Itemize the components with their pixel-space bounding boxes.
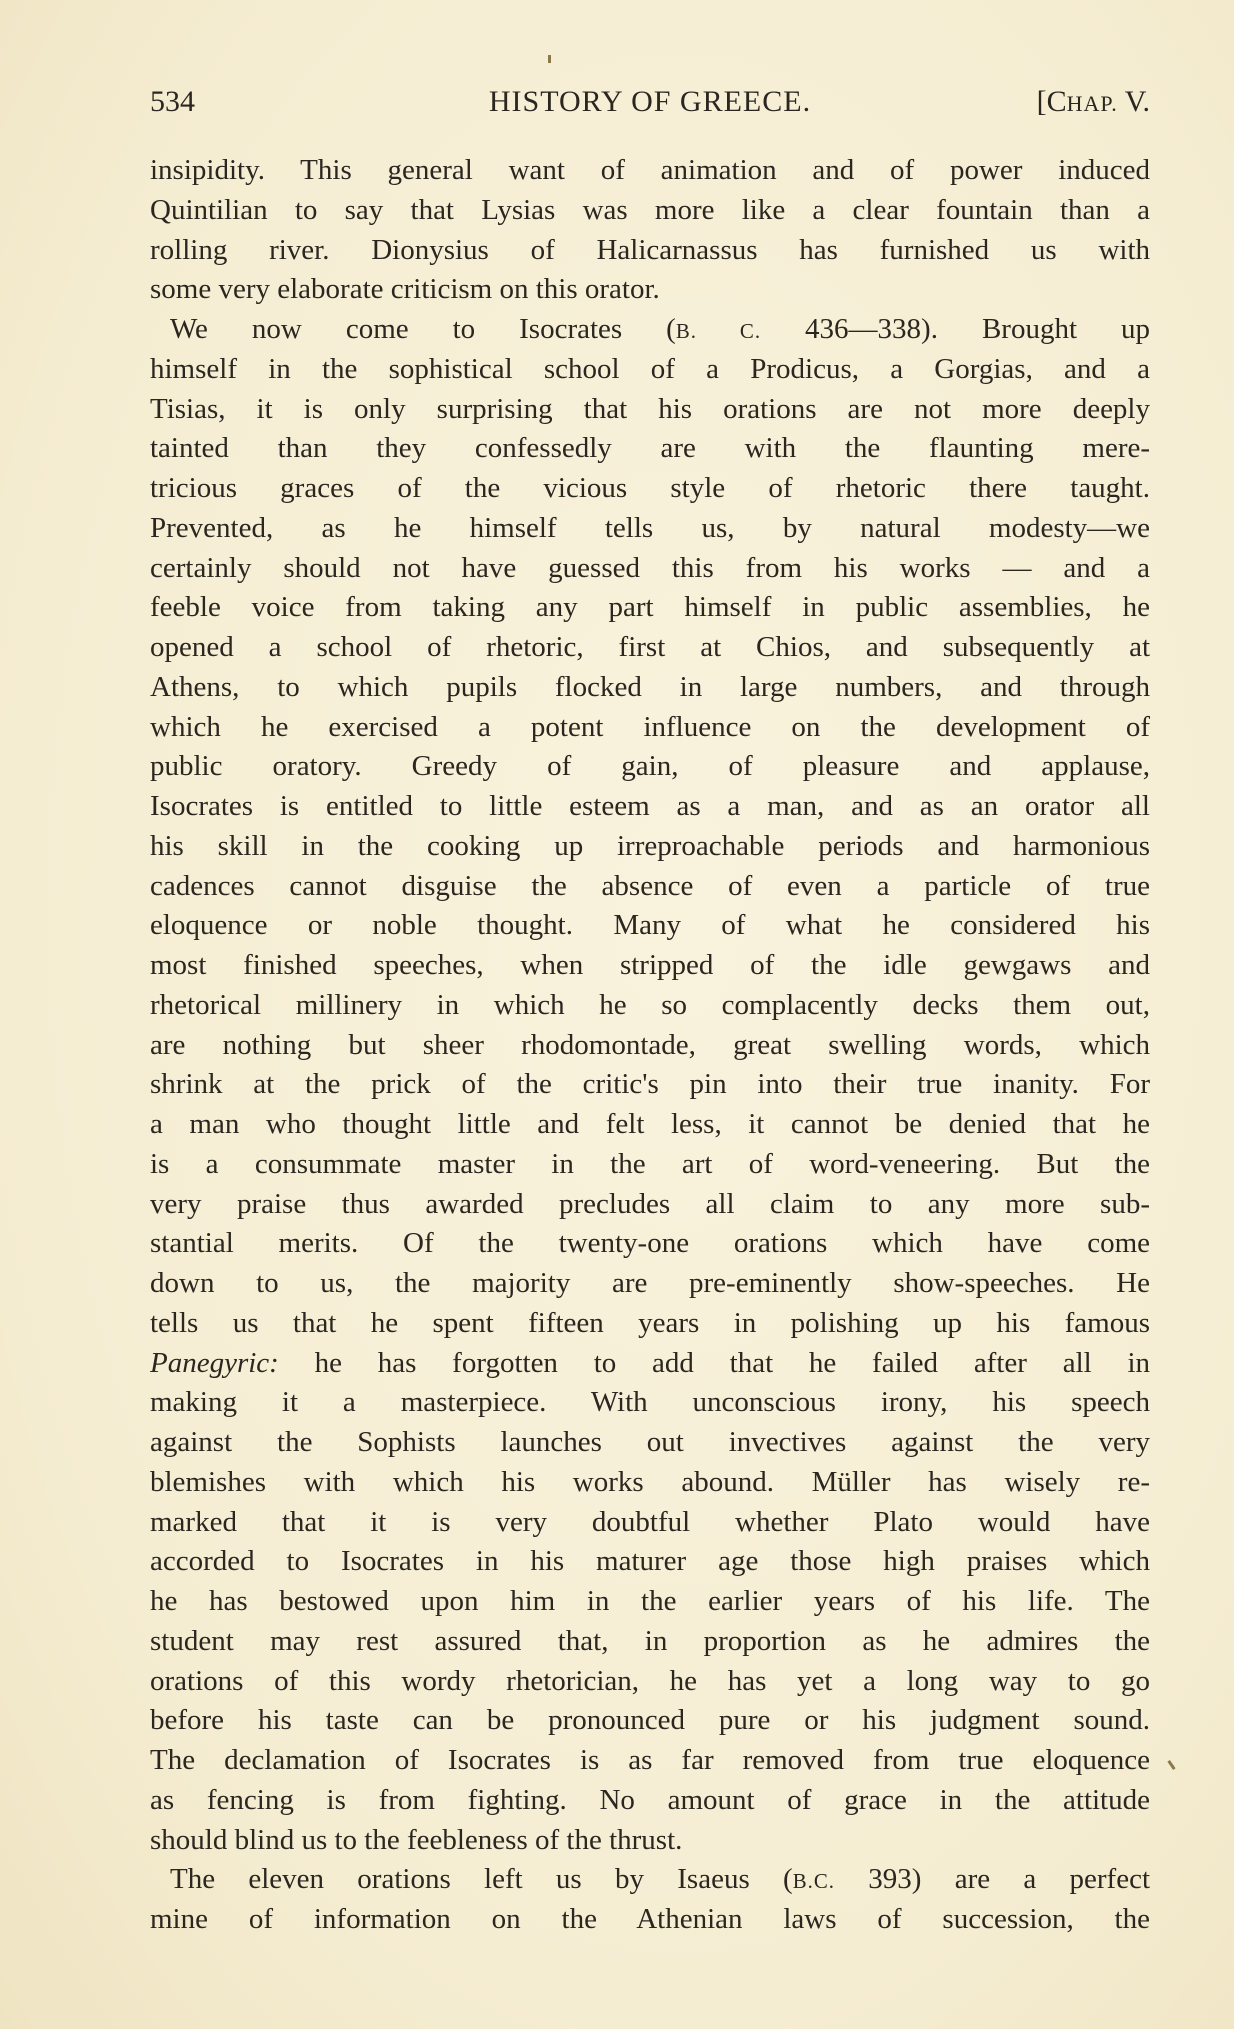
ink-mark — [1167, 1760, 1175, 1770]
text-segment: 436—338). Brought up — [761, 313, 1150, 345]
small-caps-era: B. C. — [675, 319, 762, 343]
text-line — [150, 708, 1150, 748]
text-segment: should blind us to the feebleness of the thrust. — [150, 1823, 683, 1856]
text-line — [150, 1304, 1150, 1344]
text-segment: public oratory. Greedy of gain, of pleasure and applause, — [150, 750, 1150, 783]
text-line — [150, 270, 1150, 310]
text-line — [150, 310, 1150, 350]
text-line — [150, 1741, 1150, 1781]
text-segment: orations of this wordy rhetorician, he has yet a long way to go — [150, 1664, 1150, 1697]
page-number: 534 — [150, 85, 195, 118]
text-line — [150, 151, 1150, 191]
text-segment: shrink at the prick of the critic's pin into their true inanity. For — [150, 1068, 1150, 1101]
text-line — [150, 429, 1150, 469]
running-title: HISTORY OF GREECE. — [488, 85, 812, 118]
text-line — [150, 1185, 1150, 1225]
text-line — [150, 390, 1150, 430]
text-segment: insipidity. This general want of animation and of power induced — [150, 154, 1150, 186]
text-segment: rolling river. Dionysius of Halicarnassus has furnished us with — [150, 233, 1150, 266]
text-segment: We now come to Isocrates ( — [170, 313, 676, 345]
text-line — [150, 1503, 1150, 1543]
text-segment: stantial merits. Of the twenty-one orations which have come — [150, 1227, 1150, 1260]
text-segment: himself in the sophistical school of a Prodicus, a Gorgias, and a — [150, 352, 1150, 385]
text-segment: his skill in the cooking up irreproachable periods and harmonious — [150, 829, 1150, 862]
text-line — [150, 867, 1150, 907]
text-segment: are nothing but sheer rhodomontade, great swelling words, which — [150, 1028, 1150, 1061]
text-line — [150, 1224, 1150, 1264]
text-line — [150, 1662, 1150, 1702]
chapter-number: V. — [1117, 85, 1150, 118]
text-line — [150, 1622, 1150, 1662]
body-text — [150, 151, 1150, 1940]
text-segment: tells us that he spent fifteen years in polishing up his famous — [150, 1306, 1150, 1339]
text-segment: student may rest assured that, in proportion as he admires the — [150, 1624, 1150, 1657]
text-segment: Tisias, it is only surprising that his orations are not more deeply — [150, 392, 1150, 425]
text-segment: certainly should not have guessed this from his works — and a — [150, 551, 1150, 584]
text-segment: The declamation of Isocrates is as far removed from true eloquence — [150, 1744, 1150, 1776]
text-segment: a man who thought little and felt less, it cannot be denied that he — [150, 1108, 1150, 1140]
text-line — [150, 747, 1150, 787]
text-line — [150, 469, 1150, 509]
text-line — [150, 231, 1150, 271]
text-segment: blemishes with which his works abound. Müller has wisely re- — [150, 1465, 1150, 1498]
text-line — [150, 1860, 1150, 1900]
text-line — [150, 1264, 1150, 1304]
text-line — [150, 1542, 1150, 1582]
text-line — [150, 1344, 1150, 1384]
text-segment: some very elaborate criticism on this orator. — [150, 273, 660, 306]
text-line — [150, 946, 1150, 986]
text-segment: is a consummate master in the art of word-veneering. But the — [150, 1147, 1150, 1180]
chapter-small: HAP. — [1066, 91, 1118, 116]
text-segment: eloquence or noble thought. Many of what he considered his — [150, 909, 1150, 942]
chapter-prefix: [C — [1036, 85, 1067, 118]
ink-speck — [548, 55, 551, 63]
text-segment: as fencing is from fighting. No amount of grace in the attitude — [150, 1783, 1150, 1816]
text-line — [150, 509, 1150, 549]
text-line — [150, 1105, 1150, 1145]
text-segment: tricious graces of the vicious style of rhetoric there taught. — [150, 472, 1150, 504]
text-line — [150, 1065, 1150, 1105]
text-segment: he has forgotten to add that he failed after all in — [278, 1346, 1150, 1379]
text-segment: Prevented, as he himself tells us, by natural modesty—we — [150, 511, 1150, 544]
text-segment: rhetorical millinery in which he so complacently decks them out, — [150, 988, 1150, 1021]
text-line — [150, 906, 1150, 946]
text-segment: Athens, to which pupils flocked in large numbers, and through — [150, 670, 1150, 703]
text-segment: before his taste can be pronounced pure or his judgment sound. — [150, 1704, 1150, 1737]
text-line — [150, 1582, 1150, 1622]
text-segment: tainted than they confessedly are with the flaunting mere- — [150, 432, 1150, 465]
text-segment: marked that it is very doubtful whether Plato would have — [150, 1505, 1150, 1538]
text-segment: most finished speeches, when stripped of the idle gewgaws and — [150, 949, 1150, 981]
text-segment: 393) are a perfect — [834, 1863, 1150, 1896]
text-line — [150, 549, 1150, 589]
text-segment: feeble voice from taking any part himself in public assemblies, he — [150, 591, 1150, 624]
italic-title: Panegyric: — [150, 1346, 279, 1379]
running-header — [150, 82, 1150, 122]
text-segment: making it a masterpiece. With unconscious irony, his speech — [150, 1386, 1150, 1419]
text-line — [150, 1383, 1150, 1423]
text-line — [150, 986, 1150, 1026]
text-line — [150, 350, 1150, 390]
text-line — [150, 1821, 1150, 1861]
text-segment: Isocrates is entitled to little esteem as a man, and as an orator all — [150, 790, 1150, 822]
text-line — [150, 787, 1150, 827]
text-segment: opened a school of rhetoric, first at Chios, and subsequently at — [150, 631, 1150, 663]
text-line — [150, 1701, 1150, 1741]
text-segment: mine of information on the Athenian laws of succession, the — [150, 1903, 1150, 1935]
text-line — [150, 1781, 1150, 1821]
text-segment: Quintilian to say that Lysias was more like a clear fountain than a — [150, 193, 1150, 226]
small-caps-era: B.C. — [792, 1869, 835, 1894]
text-segment: against the Sophists launches out invectives against the very — [150, 1426, 1150, 1458]
text-line — [150, 1900, 1150, 1940]
text-segment: accorded to Isocrates in his maturer age those high praises which — [150, 1545, 1150, 1578]
text-segment: which he exercised a potent influence on the development of — [150, 710, 1150, 743]
text-segment: The eleven orations left us by Isaeus ( — [170, 1863, 793, 1896]
text-segment: he has bestowed upon him in the earlier years of his life. The — [150, 1585, 1150, 1617]
text-line — [150, 191, 1150, 231]
text-segment: cadences cannot disguise the absence of even a particle of true — [150, 869, 1150, 902]
text-segment: down to us, the majority are pre-eminently show-speeches. He — [150, 1267, 1150, 1299]
text-line — [150, 827, 1150, 867]
text-line — [150, 1145, 1150, 1185]
text-line — [150, 1026, 1150, 1066]
text-line — [150, 628, 1150, 668]
chapter-label — [1037, 82, 1150, 124]
text-line — [150, 668, 1150, 708]
text-line — [150, 588, 1150, 628]
text-segment: very praise thus awarded precludes all claim to any more sub- — [150, 1187, 1150, 1220]
text-line — [150, 1463, 1150, 1503]
text-line — [150, 1423, 1150, 1463]
